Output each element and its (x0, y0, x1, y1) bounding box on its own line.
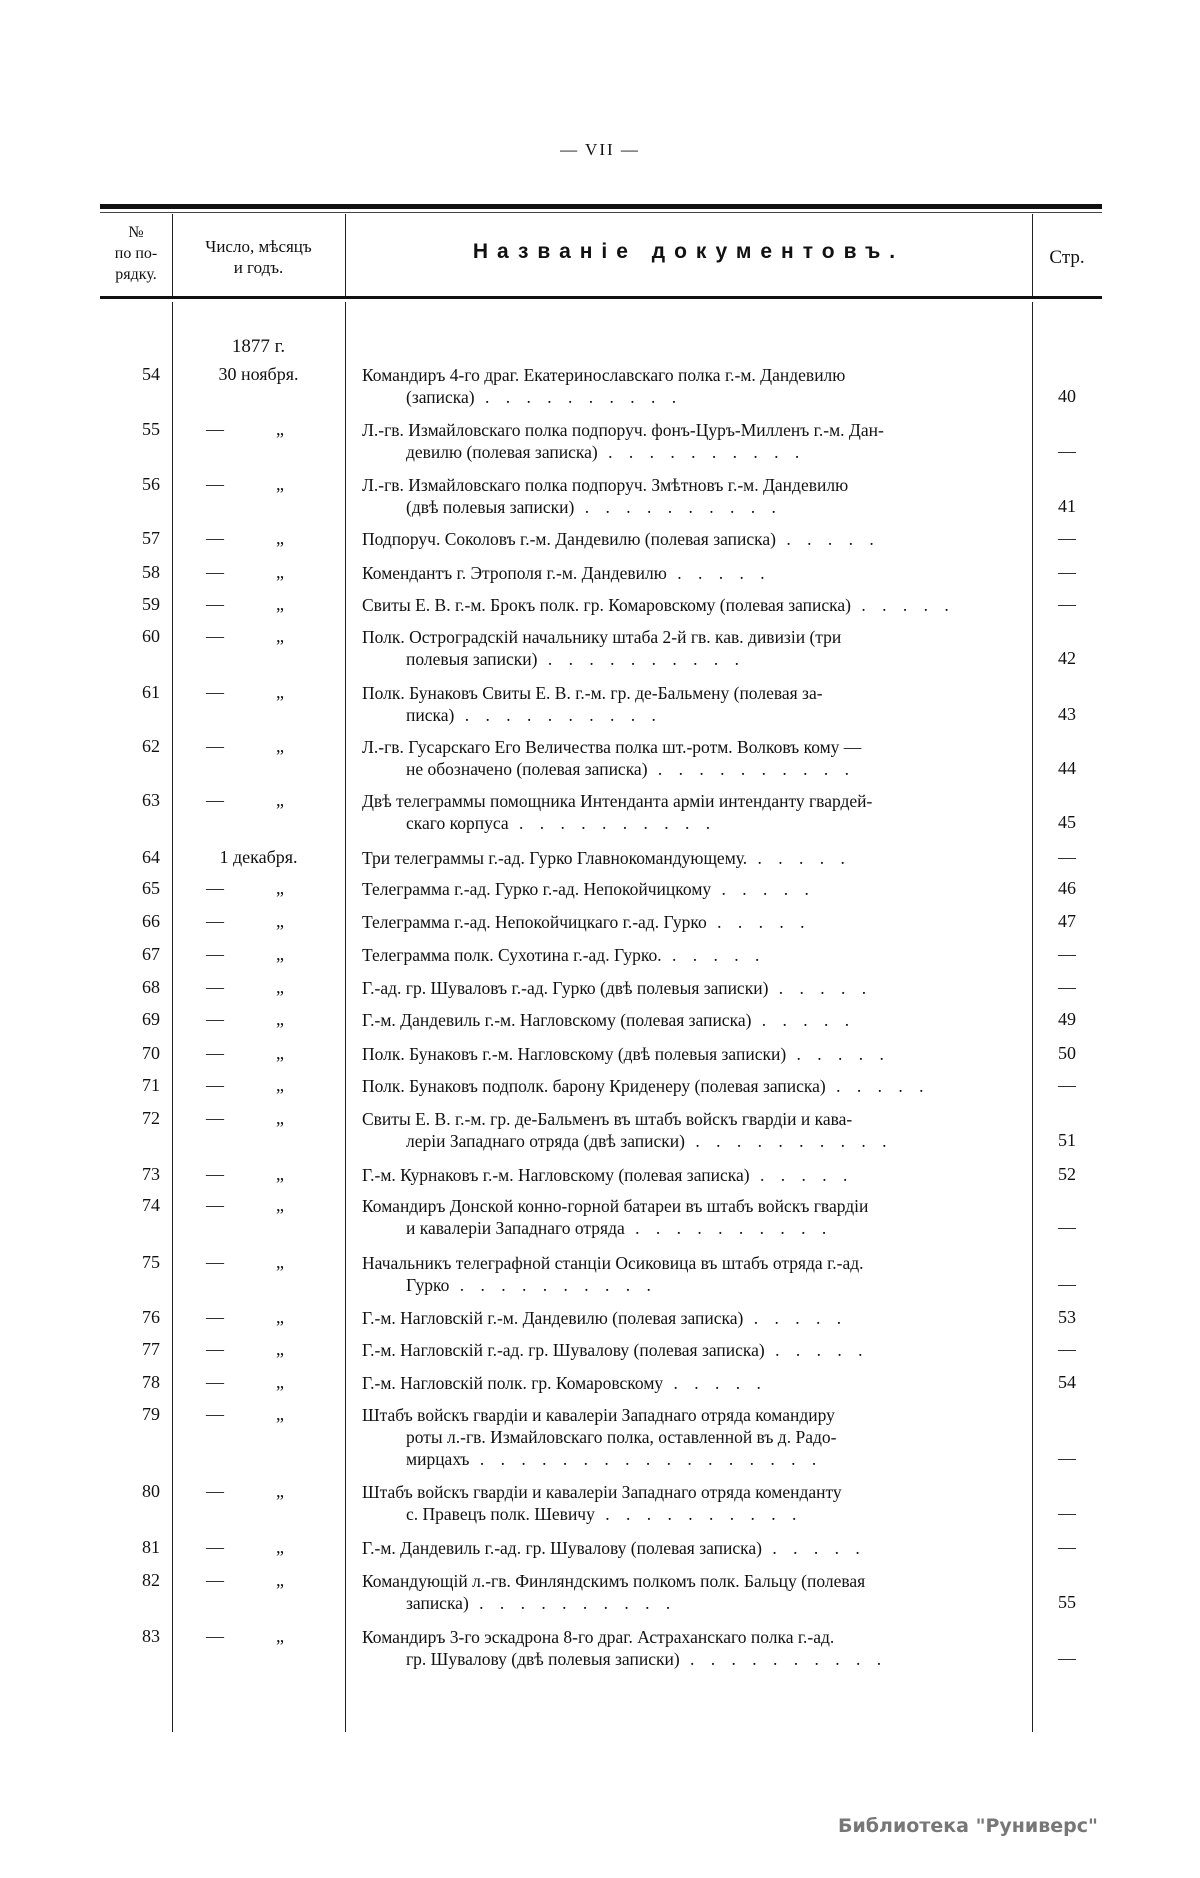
title-line: Три телеграммы г.-ад. Гурко Главнокомандующему. (362, 848, 748, 868)
ditto-dash: — (206, 1307, 224, 1327)
title-continuation: Гурко (406, 1275, 450, 1295)
page-number: — (1058, 528, 1076, 548)
title-line: Командующій л.-гв. Финляндскимъ полкомъ полк. Бальцу (полевая (362, 1571, 866, 1591)
ditto-dash: — (206, 626, 224, 646)
row-number: 70 (142, 1043, 160, 1063)
ditto-dash: — (206, 1252, 224, 1272)
date-text: 30 ноября. (218, 364, 299, 384)
title-line: Телеграмма г.-ад. Непокойчицкаго г.-ад. Гурко (362, 912, 707, 932)
row-number: 83 (142, 1626, 160, 1646)
row-number: 64 (142, 847, 160, 867)
document-title (362, 878, 1022, 900)
row-number: 82 (142, 1570, 160, 1590)
row-number: 71 (142, 1075, 160, 1095)
library-watermark: Библиотека "Руниверс" (838, 1815, 1098, 1837)
ditto-dash: — (206, 1195, 224, 1215)
row-number: 73 (142, 1164, 160, 1184)
title-line: Г.-м. Нагловскій г.-м. Дандевилю (полевая записка) (362, 1308, 744, 1328)
dot-leader: . . . . . . . . . . (508, 813, 717, 833)
ditto-mark: „ (276, 790, 284, 810)
row-number: 65 (142, 878, 160, 898)
dot-leader: . . . . . (743, 1308, 848, 1328)
document-title (362, 1195, 1022, 1239)
document-title (362, 790, 1022, 834)
title-continuation: и кавалеріи Западнаго отряда (406, 1218, 625, 1238)
row-number: 59 (142, 594, 160, 614)
ditto-mark: „ (276, 594, 284, 614)
row-number: 69 (142, 1009, 160, 1029)
row-number: 77 (142, 1339, 160, 1359)
row-number: 67 (142, 944, 160, 964)
ditto-mark: „ (276, 562, 284, 582)
body-divider-2 (345, 302, 346, 1732)
ditto-dash: — (206, 419, 224, 439)
header-col-date (172, 236, 345, 278)
document-title (362, 1009, 1022, 1031)
document-title (362, 847, 1022, 869)
row-number: 76 (142, 1307, 160, 1327)
document-title (362, 1570, 1022, 1614)
page-number: 40 (1058, 386, 1076, 406)
title-continuation: записка) (406, 1593, 469, 1613)
title-line: Подпоруч. Соколовъ г.-м. Дандевилю (полевая записка) (362, 529, 777, 549)
document-title (362, 1339, 1022, 1361)
ditto-dash: — (206, 878, 224, 898)
ditto-dash: — (206, 594, 224, 614)
dot-leader: . . . . . (747, 848, 851, 868)
row-number: 56 (142, 474, 160, 494)
ditto-mark: „ (276, 1252, 284, 1272)
dot-leader: . . . . . . . . . . (537, 649, 745, 669)
row-number: 80 (142, 1481, 160, 1501)
ditto-mark: „ (276, 1043, 284, 1063)
dot-leader: . . . . . (768, 978, 873, 998)
header-col-number (100, 222, 172, 285)
page-number: — (1058, 1274, 1076, 1294)
document-title (362, 1372, 1022, 1394)
header-num-line-1: № (128, 224, 144, 241)
title-line: Командиръ Донской конно-горной батареи въ штабъ войскъ гвардіи (362, 1196, 869, 1216)
ditto-mark: „ (276, 1164, 284, 1184)
row-number: 60 (142, 626, 160, 646)
row-number: 57 (142, 528, 160, 548)
ditto-mark: „ (276, 1075, 284, 1095)
ditto-mark: „ (276, 626, 284, 646)
title-continuation: роты л.-гв. Измайловскаго полка, оставленной въ д. Радо- (406, 1427, 837, 1447)
dot-leader: . . . . . . . . . . (574, 497, 782, 517)
ditto-dash: — (206, 977, 224, 997)
page-number: 53 (1058, 1307, 1076, 1327)
document-title (362, 736, 1022, 780)
row-number: 62 (142, 736, 160, 756)
page-number: — (1058, 1075, 1076, 1095)
page-number: — (1058, 1503, 1076, 1523)
ditto-mark: „ (276, 1108, 284, 1128)
ditto-mark: „ (276, 1009, 284, 1029)
title-continuation: не обозначено (полевая записка) (406, 759, 648, 779)
title-line: Полк. Бунаковъ подполк. барону Криденеру (полевая записка) (362, 1076, 826, 1096)
ditto-dash: — (206, 736, 224, 756)
title-line: Командиръ 3-го эскадрона 8-го драг. Астраханскаго полка г.-ад. (362, 1627, 835, 1647)
dot-leader: . . . . . . . . . . (624, 1218, 833, 1238)
ditto-dash: — (206, 1570, 224, 1590)
dot-leader: . . . . . (751, 1010, 856, 1030)
ditto-mark: „ (276, 1339, 284, 1359)
table-top-rule (100, 204, 1102, 209)
title-continuation: с. Правецъ полк. Шевичу (406, 1504, 595, 1524)
body-divider-1 (172, 302, 173, 1732)
ditto-dash: — (206, 1626, 224, 1646)
title-continuation: (записка) (406, 387, 475, 407)
document-title (362, 1164, 1022, 1186)
dot-leader: . . . . . (851, 595, 955, 615)
ditto-dash: — (206, 911, 224, 931)
ditto-mark: „ (276, 1570, 284, 1590)
ditto-dash: — (206, 790, 224, 810)
title-continuation: писка) (406, 705, 455, 725)
row-number: 68 (142, 977, 160, 997)
title-line: Г.-ад. гр. Шуваловъ г.-ад. Гурко (двѣ полевыя записки) (362, 978, 769, 998)
document-title (362, 682, 1022, 726)
row-number: 75 (142, 1252, 160, 1272)
document-title (362, 1108, 1022, 1152)
header-col-page: Стр. (1049, 247, 1085, 268)
document-title (362, 1481, 1022, 1525)
title-line: Командиръ 4-го драг. Екатеринославскаго полка г.-м. Дандевилю (362, 365, 846, 385)
ditto-mark: „ (276, 736, 284, 756)
ditto-dash: — (206, 474, 224, 494)
header-date-line-2: и годъ. (233, 258, 284, 277)
row-number: 55 (142, 419, 160, 439)
title-line: Полк. Остроградскій начальнику штаба 2-й гв. кав. дивизіи (три (362, 627, 842, 647)
title-line: Г.-м. Нагловскій полк. гр. Комаровскому (362, 1373, 664, 1393)
title-line: Л.-гв. Измайловскаго полка подпоруч. фонъ-Цуръ-Милленъ г.-м. Дан- (362, 420, 884, 440)
title-line: Свиты Е. В. г.-м. Брокъ полк. гр. Комаровскому (полевая записка) (362, 595, 852, 615)
ditto-mark: „ (276, 1404, 284, 1424)
document-title (362, 474, 1022, 518)
title-continuation: скаго корпуса (406, 813, 509, 833)
row-number: 72 (142, 1108, 160, 1128)
ditto-dash: — (206, 562, 224, 582)
title-line: Двѣ телеграммы помощника Интенданта арміи интенданту гвардей- (362, 791, 873, 811)
title-line: Штабъ войскъ гвардіи и кавалеріи Западнаго отряда командиру (362, 1405, 835, 1425)
page-number: 52 (1058, 1164, 1076, 1184)
title-line: Г.-м. Нагловскій г.-ад. гр. Шувалову (полевая записка) (362, 1340, 765, 1360)
page-number: — (1058, 1648, 1076, 1668)
document-title (362, 419, 1022, 463)
row-number: 79 (142, 1404, 160, 1424)
ditto-dash: — (206, 1404, 224, 1424)
ditto-dash: — (206, 1372, 224, 1392)
header-num-line-3: рядку. (115, 266, 157, 283)
title-line: Г.-м. Курнаковъ г.-м. Нагловскому (полевая записка) (362, 1165, 750, 1185)
ditto-mark: „ (276, 1481, 284, 1501)
title-continuation: (двѣ полевыя записки) (406, 497, 575, 517)
dot-leader: . . . . . (761, 1538, 866, 1558)
page-folio: — VII — (560, 140, 640, 159)
title-line: Комендантъ г. Этрополя г.-м. Дандевилю (362, 563, 667, 583)
page-number: 43 (1058, 704, 1076, 724)
dot-leader: . . . . . (825, 1076, 930, 1096)
dot-leader: . . . . . (776, 529, 880, 549)
title-line: Полк. Бунаковъ Свиты Е. В. г.-м. гр. де-Бальмену (полевая за- (362, 683, 823, 703)
document-title (362, 1307, 1022, 1329)
page-number: 51 (1058, 1130, 1076, 1150)
title-continuation: девилю (полевая записка) (406, 442, 598, 462)
dot-leader: . . . . . . . . . . (594, 1504, 803, 1524)
ditto-mark: „ (276, 911, 284, 931)
dot-leader: . . . . . . . . . . (449, 1275, 657, 1295)
dot-leader: . . . . . (663, 1373, 767, 1393)
title-line: Л.-гв. Измайловскаго полка подпоруч. Змѣтновъ г.-м. Дандевилю (362, 475, 849, 495)
dot-leader: . . . . . . . . . . (454, 705, 662, 725)
header-num-line-2: по по- (114, 245, 158, 262)
date-text: 1 декабря. (219, 847, 298, 867)
header-date-line-1: Число, мѣсяцъ (205, 237, 312, 256)
title-line: Телеграмма полк. Сухотина г.-ад. Гурко. (362, 945, 662, 965)
page-number: — (1058, 977, 1076, 997)
title-line: Штабъ войскъ гвардіи и кавалеріи Западнаго отряда коменданту (362, 1482, 842, 1502)
document-title (362, 1075, 1022, 1097)
year-label: 1877 г. (231, 336, 286, 357)
document-title (362, 1043, 1022, 1065)
header-col-title: Названіе документовъ. (472, 240, 905, 263)
dot-leader: . . . . . (706, 912, 811, 932)
document-title (362, 977, 1022, 999)
row-number: 61 (142, 682, 160, 702)
dot-leader: . . . . . . . . . . . . . . . . . (469, 1449, 823, 1469)
document-title (362, 911, 1022, 933)
document-title (362, 1404, 1022, 1470)
page-number: 54 (1058, 1372, 1076, 1392)
row-number: 63 (142, 790, 160, 810)
document-title (362, 1537, 1022, 1559)
page-number: — (1058, 1217, 1076, 1237)
dot-leader: . . . . . . . . . . (468, 1593, 677, 1613)
dot-leader: . . . . . . . . . . (647, 759, 856, 779)
document-title (362, 1252, 1022, 1296)
ditto-dash: — (206, 528, 224, 548)
ditto-mark: „ (276, 1626, 284, 1646)
ditto-dash: — (206, 1043, 224, 1063)
dot-leader: . . . . . (764, 1340, 869, 1360)
ditto-dash: — (206, 682, 224, 702)
row-number: 58 (142, 562, 160, 582)
title-line: Полк. Бунаковъ г.-м. Нагловскому (двѣ полевыя записки) (362, 1044, 787, 1064)
page-number: — (1058, 562, 1076, 582)
ditto-dash: — (206, 944, 224, 964)
document-title (362, 528, 1022, 550)
page-number: 42 (1058, 648, 1076, 668)
ditto-dash: — (206, 1537, 224, 1557)
ditto-mark: „ (276, 682, 284, 702)
ditto-mark: „ (276, 977, 284, 997)
table-top-rule-thin (100, 212, 1102, 213)
page-number: — (1058, 944, 1076, 964)
ditto-dash: — (206, 1164, 224, 1184)
dot-leader: . . . . . . . . . . (474, 387, 683, 407)
page-number: 45 (1058, 812, 1076, 832)
document-title (362, 1626, 1022, 1670)
ditto-mark: „ (276, 474, 284, 494)
page-number: — (1058, 594, 1076, 614)
ditto-dash: — (206, 1075, 224, 1095)
dot-leader: . . . . . (711, 879, 815, 899)
title-line: Л.-гв. Гусарскаго Его Величества полка шт.-ротм. Волковъ кому — (362, 737, 862, 757)
page-number: — (1058, 847, 1076, 867)
ditto-mark: „ (276, 1195, 284, 1215)
page-number: 47 (1058, 911, 1076, 931)
page-number: 46 (1058, 878, 1076, 898)
dot-leader: . . . . . . . . . . (684, 1131, 893, 1151)
document-title (362, 562, 1022, 584)
row-number: 81 (142, 1537, 160, 1557)
page-number: 50 (1058, 1043, 1076, 1063)
ditto-mark: „ (276, 528, 284, 548)
dot-leader: . . . . . . . . . . (679, 1649, 888, 1669)
ditto-mark: „ (276, 1537, 284, 1557)
title-continuation: мирцахъ (406, 1449, 470, 1469)
ditto-dash: — (206, 1481, 224, 1501)
title-line: Г.-м. Дандевиль г.-ад. гр. Шувалову (полевая записка) (362, 1538, 762, 1558)
dot-leader: . . . . . (786, 1044, 890, 1064)
page-number: 55 (1058, 1592, 1076, 1612)
dot-leader: . . . . . (661, 945, 766, 965)
page-number: 44 (1058, 758, 1076, 778)
dot-leader: . . . . . (749, 1165, 854, 1185)
ditto-mark: „ (276, 419, 284, 439)
ditto-mark: „ (276, 944, 284, 964)
page-number: — (1058, 1339, 1076, 1359)
title-line: Начальникъ телеграфной станціи Осиковица въ штабъ отряда г.-ад. (362, 1253, 864, 1273)
page-number: — (1058, 1537, 1076, 1557)
ditto-dash: — (206, 1108, 224, 1128)
dot-leader: . . . . . (666, 563, 771, 583)
row-number: 74 (142, 1195, 160, 1215)
page-number: — (1058, 441, 1076, 461)
title-line: Г.-м. Дандевиль г.-м. Нагловскому (полевая записка) (362, 1010, 752, 1030)
title-continuation: полевыя записки) (406, 649, 538, 669)
title-continuation: леріи Западнаго отряда (двѣ записки) (406, 1131, 685, 1151)
ditto-dash: — (206, 1339, 224, 1359)
title-line: Свиты Е. В. г.-м. гр. де-Бальменъ въ штабъ войскъ гвардіи и кава- (362, 1109, 853, 1129)
ditto-mark: „ (276, 1307, 284, 1327)
title-continuation: гр. Шувалову (двѣ полевыя записки) (406, 1649, 680, 1669)
title-line: Телеграмма г.-ад. Гурко г.-ад. Непокойчицкому (362, 879, 712, 899)
ditto-mark: „ (276, 878, 284, 898)
document-title (362, 364, 1022, 408)
document-title (362, 626, 1022, 670)
ditto-mark: „ (276, 1372, 284, 1392)
dot-leader: . . . . . . . . . . (597, 442, 806, 462)
row-number: 66 (142, 911, 160, 931)
page-number: 41 (1058, 496, 1076, 516)
ditto-dash: — (206, 1009, 224, 1029)
row-number: 78 (142, 1372, 160, 1392)
table-header-rule (100, 296, 1102, 299)
page-number: — (1058, 1448, 1076, 1468)
row-number: 54 (142, 364, 160, 384)
document-title (362, 594, 1022, 616)
page-number: 49 (1058, 1009, 1076, 1029)
document-title (362, 944, 1022, 966)
